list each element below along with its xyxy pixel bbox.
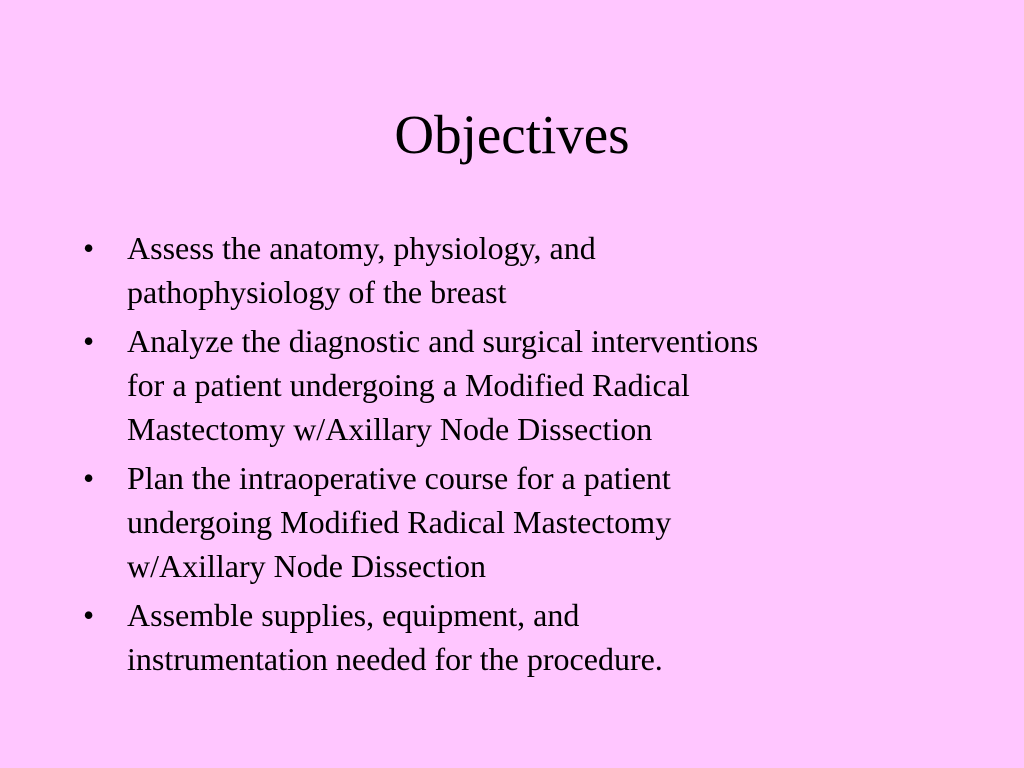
bullet-item	[83, 226, 943, 314]
bullet-line: w/Axillary Node Dissection	[127, 548, 487, 584]
bullet-dot-icon: •	[83, 230, 95, 266]
bullet-dot-icon: •	[83, 323, 95, 359]
bullet-line: Mastectomy w/Axillary Node Dissection	[127, 411, 653, 447]
bullet-item	[83, 593, 943, 681]
bullet-line: undergoing Modified Radical Mastectomy	[127, 504, 672, 540]
bullet-line: pathophysiology of the breast	[127, 274, 507, 310]
bullet-item	[83, 319, 943, 451]
bullet-line: Assess the anatomy, physiology, and	[127, 230, 596, 266]
bullet-dot-icon: •	[83, 460, 95, 496]
objectives-list	[83, 226, 943, 686]
slide-title: Objectives	[394, 104, 630, 165]
bullet-line: Plan the intraoperative course for a patient	[127, 460, 671, 496]
bullet-dot-icon: •	[83, 597, 95, 633]
bullet-item	[83, 456, 943, 588]
bullet-line: instrumentation needed for the procedure.	[127, 641, 663, 677]
bullet-line: for a patient undergoing a Modified Radical	[127, 367, 690, 403]
bullet-line: Analyze the diagnostic and surgical interventions	[127, 323, 759, 359]
bullet-line: Assemble supplies, equipment, and	[127, 597, 580, 633]
